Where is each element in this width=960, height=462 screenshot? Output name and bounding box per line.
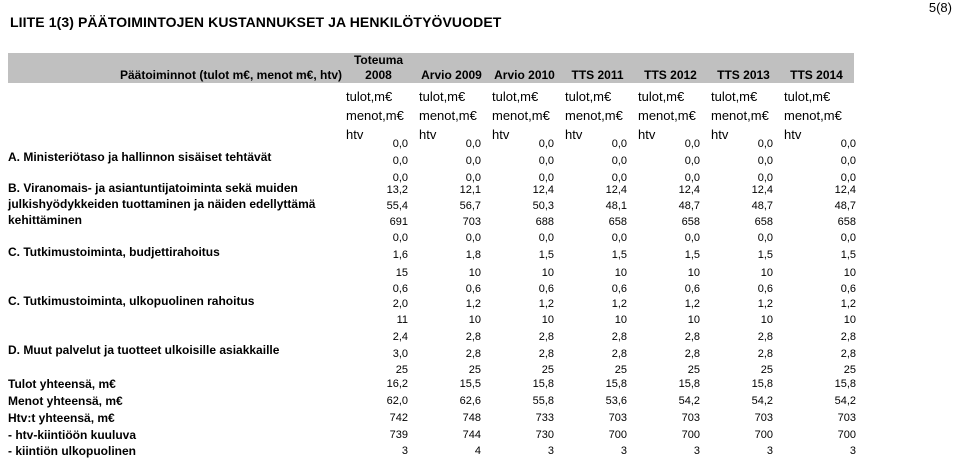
table-cell: 2,8 bbox=[611, 348, 627, 360]
table-cell: 0,0 bbox=[538, 232, 554, 244]
table-cell: 0,0 bbox=[757, 232, 773, 244]
table-cell: 0,6 bbox=[538, 283, 554, 295]
table-cell: 0,0 bbox=[392, 155, 408, 167]
table-cell: 703 bbox=[608, 412, 627, 424]
unit-label: tulot,m€ bbox=[565, 89, 612, 104]
table-cell: 2,8 bbox=[757, 348, 773, 360]
table-cell: 10 bbox=[468, 267, 481, 279]
table-cell: 2,4 bbox=[392, 331, 408, 343]
table-cell: 10 bbox=[760, 267, 773, 279]
table-cell: 0,6 bbox=[465, 283, 481, 295]
table-cell: 10 bbox=[843, 314, 856, 326]
column-header-line2: TTS 2012 bbox=[644, 68, 697, 82]
table-cell: 2,8 bbox=[465, 331, 481, 343]
table-cell: 54,2 bbox=[751, 395, 773, 407]
table-cell: 10 bbox=[468, 314, 481, 326]
table-cell: 703 bbox=[754, 412, 773, 424]
table-cell: 1,2 bbox=[465, 298, 481, 310]
table-cell: 0,6 bbox=[757, 283, 773, 295]
table-cell: 0,0 bbox=[684, 138, 700, 150]
table-cell: 1,5 bbox=[757, 249, 773, 261]
table-cell: 2,8 bbox=[465, 348, 481, 360]
table-cell: 12,4 bbox=[605, 184, 627, 196]
table-cell: 0,0 bbox=[757, 155, 773, 167]
table-cell: 688 bbox=[535, 216, 554, 228]
table-cell: 730 bbox=[535, 429, 554, 441]
unit-label: htv bbox=[565, 127, 583, 142]
table-cell: 744 bbox=[462, 429, 481, 441]
table-cell: 10 bbox=[541, 267, 554, 279]
page-title: LIITE 1(3) PÄÄTOIMINTOJEN KUSTANNUKSET JA HENKILÖTYÖVUODET bbox=[10, 14, 502, 30]
table-cell: 2,8 bbox=[840, 348, 856, 360]
column-header-line2: Arvio 2010 bbox=[494, 68, 555, 82]
table-cell: 2,8 bbox=[538, 348, 554, 360]
table-cell: 50,3 bbox=[532, 200, 554, 212]
table-cell: 0,0 bbox=[684, 232, 700, 244]
table-cell: 48,7 bbox=[678, 200, 700, 212]
column-header bbox=[634, 53, 707, 83]
section-label: C. Tutkimustoiminta, budjettirahoitus bbox=[8, 245, 220, 259]
column-header-line1 bbox=[634, 53, 707, 68]
table-cell: 10 bbox=[614, 314, 627, 326]
table-cell: 0,0 bbox=[465, 155, 481, 167]
table-cell: 12,1 bbox=[459, 184, 481, 196]
table-cell: 25 bbox=[760, 364, 773, 376]
column-header-line2: Arvio 2009 bbox=[421, 68, 482, 82]
table-cell: 55,8 bbox=[532, 395, 554, 407]
table-cell: 15,8 bbox=[605, 378, 627, 390]
table-cell: 48,7 bbox=[751, 200, 773, 212]
unit-label: htv bbox=[346, 127, 364, 142]
table-cell: 11 bbox=[396, 314, 408, 326]
table-cell: 700 bbox=[681, 429, 700, 441]
total-label: Menot yhteensä, m€ bbox=[8, 394, 123, 408]
column-header-line2: TTS 2013 bbox=[717, 68, 770, 82]
table-cell: 15,8 bbox=[834, 378, 856, 390]
table-cell: 0,0 bbox=[757, 172, 773, 184]
table-cell: 0,0 bbox=[611, 138, 627, 150]
table-cell: 1,5 bbox=[611, 249, 627, 261]
column-header-line1 bbox=[488, 53, 561, 68]
table-cell: 703 bbox=[681, 412, 700, 424]
column-header-line2: TTS 2011 bbox=[571, 68, 624, 82]
table-cell: 0,0 bbox=[611, 232, 627, 244]
table-cell: 25 bbox=[843, 364, 856, 376]
table-cell: 12,4 bbox=[678, 184, 700, 196]
table-cell: 54,2 bbox=[678, 395, 700, 407]
table-cell: 10 bbox=[687, 267, 700, 279]
unit-label: htv bbox=[711, 127, 729, 142]
table-cell: 25 bbox=[395, 364, 408, 376]
unit-label: htv bbox=[784, 127, 802, 142]
table-cell: 2,8 bbox=[840, 331, 856, 343]
table-cell: 15,8 bbox=[532, 378, 554, 390]
table-cell: 0,0 bbox=[392, 232, 408, 244]
table-cell: 10 bbox=[843, 267, 856, 279]
table-cell: 703 bbox=[837, 412, 856, 424]
table-cell: 700 bbox=[608, 429, 627, 441]
table-cell: 1,2 bbox=[840, 298, 856, 310]
table-cell: 658 bbox=[837, 216, 856, 228]
table-cell: 2,8 bbox=[684, 348, 700, 360]
section-label: kehittäminen bbox=[8, 213, 83, 227]
table-cell: 0,0 bbox=[538, 138, 554, 150]
table-cell: 0,0 bbox=[392, 138, 408, 150]
section-label: A. Ministeriötaso ja hallinnon sisäiset tehtävät bbox=[8, 150, 272, 164]
table-cell: 56,7 bbox=[459, 200, 481, 212]
table-cell: 15,5 bbox=[459, 378, 481, 390]
unit-label: htv bbox=[419, 127, 437, 142]
table-cell: 0,0 bbox=[465, 172, 481, 184]
table-cell: 1,8 bbox=[465, 249, 481, 261]
table-cell: 3 bbox=[401, 445, 408, 457]
table-cell: 1,5 bbox=[538, 249, 554, 261]
table-cell: 0,0 bbox=[465, 138, 481, 150]
column-header bbox=[561, 53, 634, 83]
table-cell: 3 bbox=[849, 445, 856, 457]
unit-label: menot,m€ bbox=[638, 108, 696, 123]
table-cell: 1,2 bbox=[684, 298, 700, 310]
total-label: Tulot yhteensä, m€ bbox=[8, 377, 116, 391]
table-cell: 3 bbox=[693, 445, 700, 457]
table-cell: 658 bbox=[608, 216, 627, 228]
table-cell: 15 bbox=[395, 267, 408, 279]
table-cell: 13,2 bbox=[386, 184, 408, 196]
section-label: B. Viranomais- ja asiantuntijatoiminta sekä muiden bbox=[8, 181, 298, 195]
table-cell: 1,2 bbox=[538, 298, 554, 310]
table-cell: 2,8 bbox=[611, 331, 627, 343]
table-cell: 2,8 bbox=[538, 331, 554, 343]
table-cell: 4 bbox=[474, 445, 481, 457]
table-cell: 658 bbox=[754, 216, 773, 228]
unit-label: menot,m€ bbox=[784, 108, 842, 123]
unit-label: tulot,m€ bbox=[711, 89, 758, 104]
column-header-line1 bbox=[707, 53, 780, 68]
unit-label: htv bbox=[638, 127, 656, 142]
unit-label: tulot,m€ bbox=[492, 89, 539, 104]
table-cell: 15,8 bbox=[751, 378, 773, 390]
table-cell: 0,0 bbox=[840, 138, 856, 150]
unit-label: htv bbox=[492, 127, 510, 142]
table-cell: 62,6 bbox=[459, 395, 481, 407]
table-cell: 0,0 bbox=[684, 172, 700, 184]
table-cell: 0,0 bbox=[392, 172, 408, 184]
unit-label: menot,m€ bbox=[565, 108, 623, 123]
column-header-line1 bbox=[415, 53, 488, 68]
table-cell: 62,0 bbox=[386, 395, 408, 407]
table-cell: 0,0 bbox=[757, 138, 773, 150]
total-label: - htv-kiintiöön kuuluva bbox=[8, 428, 136, 442]
table-cell: 15,8 bbox=[678, 378, 700, 390]
table-cell: 3 bbox=[766, 445, 773, 457]
table-cell: 658 bbox=[681, 216, 700, 228]
table-cell: 0,6 bbox=[840, 283, 856, 295]
table-cell: 1,2 bbox=[757, 298, 773, 310]
table-cell: 10 bbox=[760, 314, 773, 326]
column-header-line2: 2008 bbox=[365, 68, 392, 82]
table-cell: 2,0 bbox=[392, 298, 408, 310]
section-label: julkishyödykkeiden tuottaminen ja näiden edellyttämä bbox=[8, 197, 316, 211]
table-cell: 0,0 bbox=[611, 172, 627, 184]
unit-label: menot,m€ bbox=[711, 108, 769, 123]
table-cell: 53,6 bbox=[605, 395, 627, 407]
unit-label: tulot,m€ bbox=[638, 89, 685, 104]
column-header bbox=[707, 53, 780, 83]
table-cell: 48,7 bbox=[834, 200, 856, 212]
table-cell: 0,0 bbox=[538, 172, 554, 184]
table-cell: 0,6 bbox=[684, 283, 700, 295]
table-cell: 0,0 bbox=[840, 155, 856, 167]
unit-label: menot,m€ bbox=[492, 108, 550, 123]
table-cell: 2,8 bbox=[757, 331, 773, 343]
table-cell: 54,2 bbox=[834, 395, 856, 407]
table-cell: 10 bbox=[541, 314, 554, 326]
table-cell: 3 bbox=[547, 445, 554, 457]
table-cell: 1,5 bbox=[684, 249, 700, 261]
table-cell: 25 bbox=[468, 364, 481, 376]
table-cell: 0,0 bbox=[611, 155, 627, 167]
table-cell: 12,4 bbox=[834, 184, 856, 196]
table-cell: 2,8 bbox=[684, 331, 700, 343]
column-header bbox=[780, 53, 853, 83]
table-cell: 12,4 bbox=[532, 184, 554, 196]
table-cell: 748 bbox=[462, 412, 481, 424]
table-cell: 25 bbox=[687, 364, 700, 376]
table-cell: 3,0 bbox=[392, 348, 408, 360]
unit-label: tulot,m€ bbox=[784, 89, 831, 104]
table-cell: 0,6 bbox=[392, 283, 408, 295]
table-cell: 0,0 bbox=[538, 155, 554, 167]
column-header bbox=[488, 53, 561, 83]
column-header-line1 bbox=[561, 53, 634, 68]
table-cell: 1,6 bbox=[392, 249, 408, 261]
column-header-line1 bbox=[780, 53, 853, 68]
table-cell: 733 bbox=[535, 412, 554, 424]
column-header bbox=[342, 53, 415, 83]
table-cell: 0,6 bbox=[611, 283, 627, 295]
table-cell: 0,0 bbox=[684, 155, 700, 167]
column-header bbox=[415, 53, 488, 83]
table-cell: 1,2 bbox=[611, 298, 627, 310]
table-cell: 691 bbox=[389, 216, 408, 228]
table-header-label: Päätoiminnot (tulot m€, menot m€, htv) bbox=[119, 68, 342, 82]
table-cell: 0,0 bbox=[465, 232, 481, 244]
table-cell: 55,4 bbox=[386, 200, 408, 212]
unit-label: menot,m€ bbox=[419, 108, 477, 123]
table-cell: 12,4 bbox=[751, 184, 773, 196]
unit-label: tulot,m€ bbox=[419, 89, 466, 104]
table-cell: 1,5 bbox=[840, 249, 856, 261]
table-cell: 16,2 bbox=[386, 378, 408, 390]
table-cell: 0,0 bbox=[840, 172, 856, 184]
table-cell: 25 bbox=[614, 364, 627, 376]
unit-label: menot,m€ bbox=[346, 108, 404, 123]
table-cell: 700 bbox=[754, 429, 773, 441]
column-header-line1: Toteuma bbox=[353, 53, 404, 67]
table-cell: 10 bbox=[687, 314, 700, 326]
total-label: Htv:t yhteensä, m€ bbox=[8, 411, 115, 425]
table-cell: 742 bbox=[389, 412, 408, 424]
section-label: C. Tutkimustoiminta, ulkopuolinen rahoitus bbox=[8, 294, 255, 308]
table-cell: 739 bbox=[389, 429, 408, 441]
table-cell: 700 bbox=[837, 429, 856, 441]
table-cell: 3 bbox=[620, 445, 627, 457]
total-label: - kiintiön ulkopuolinen bbox=[8, 444, 136, 458]
table-cell: 25 bbox=[541, 364, 554, 376]
table-cell: 0,0 bbox=[840, 232, 856, 244]
unit-label: tulot,m€ bbox=[346, 89, 393, 104]
table-cell: 10 bbox=[614, 267, 627, 279]
section-label: D. Muut palvelut ja tuotteet ulkoisille asiakkaille bbox=[8, 343, 280, 357]
page-number: 5(8) bbox=[928, 0, 952, 15]
column-header-line2: TTS 2014 bbox=[790, 68, 843, 82]
table-cell: 703 bbox=[462, 216, 481, 228]
table-cell: 48,1 bbox=[605, 200, 627, 212]
